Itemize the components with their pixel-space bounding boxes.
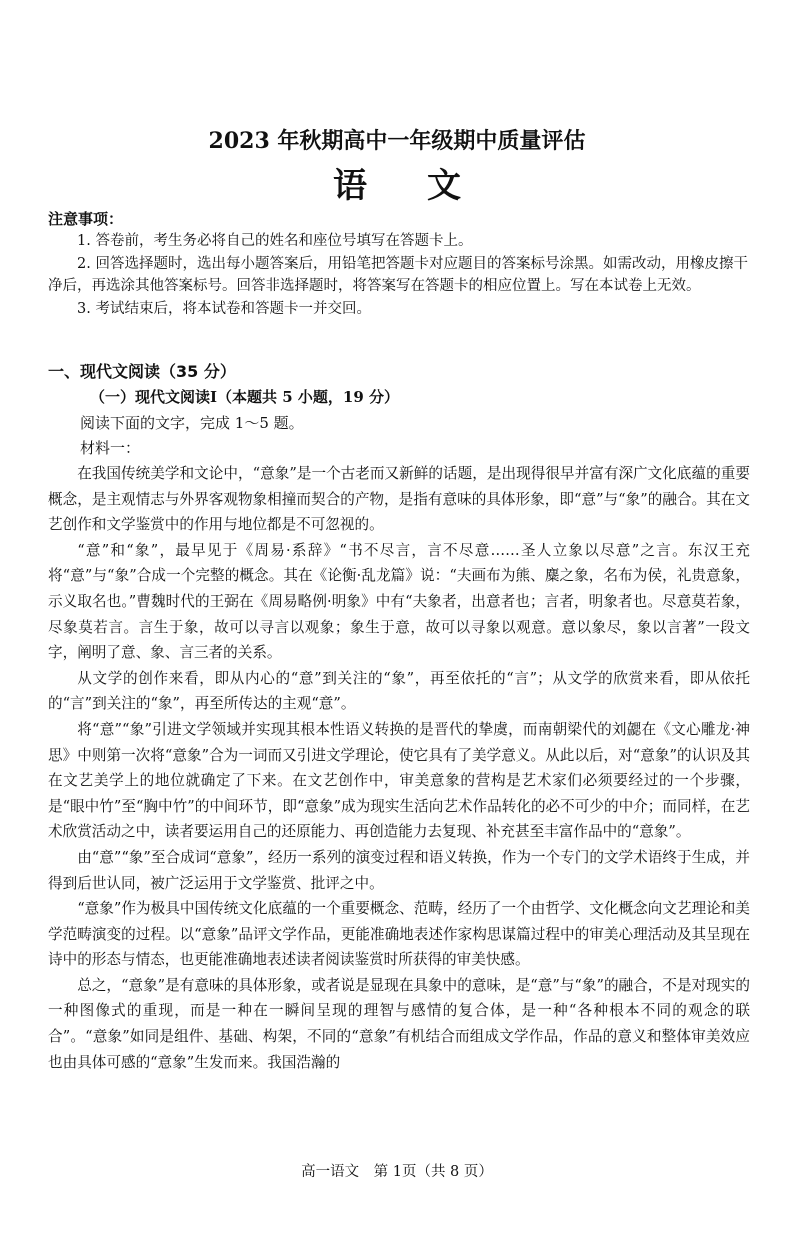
notice-heading: 注意事项：	[48, 210, 124, 228]
subsection-heading: （一）现代文阅读Ⅰ（本题共 5 小题，19 分）	[90, 388, 399, 406]
passage-paragraph: 将“意”“象”引进文学领域并实现其根本性语义转换的是晋代的挚虞，而南朝梁代的刘勰在《文心雕龙·神思》中则第一次将“意象”合为一词而又引进文学理论，使它具有了美学意义。从此以后，对“意象”的认识及其在文艺美学上的地位就确定了下来。在文艺创作中，审美意象的营构是艺术家们必须要经过的一个步骤，是“眼中竹”至“胸中竹”的中间环节，即“意象”成为现实生活向艺术作品转化的必不可少的中介；而同样，在艺术欣赏活动之中，读者要运用自己的还原能力、再创造能力去复现、补充甚至丰富作品中的“意象”。	[48, 720, 750, 841]
notice-list	[48, 230, 748, 320]
notice-item: 3. 考试结束后，将本试卷和答题卡一并交回。	[77, 300, 371, 317]
page-footer: 高一语文 第 1页（共 8 页）	[301, 1164, 493, 1180]
passage-paragraph: 从文学的创作来看，即从内心的“意”到关注的“象”，再至依托的“言”；从文学的欣赏来看，即从依托的“言”到关注的“象”，再至所传达的主观“意”。	[48, 669, 750, 713]
passage-paragraph: 总之，“意象”是有意味的具体形象，或者说是显现在具象中的意味，是“意”与“象”的融合，不是对现实的一种图像式的重现，而是一种在一瞬间呈现的理智与感情的复合体，是一种“各种根本不同的观念的联合”。“意象”如同是组件、基础、构架，不同的“意象”有机结合而组成文学作品，作品的意义和整体审美效应也由具体可感的“意象”生发而来。我国浩瀚的	[48, 976, 750, 1071]
notice-item: 1. 答卷前，考生务必将自己的姓名和座位号填写在答题卡上。	[77, 233, 473, 249]
reading-instruction: 阅读下面的文字，完成 1～5 题。	[80, 414, 304, 432]
material-label: 材料一：	[80, 439, 141, 457]
section-heading: 一、现代文阅读（35 分）	[48, 362, 236, 381]
passage-paragraph: “意”和“象”，最早见于《周易·系辞》“书不尽言，言不尽意……圣人立象以尽意”之言。东汉王充将“意”与“象”合成一个完整的概念。其在《论衡·乱龙篇》说：“夫画布为熊、麋之象，名布为侯，礼贵意象，示义取名也。”曹魏时代的王弼在《周易略例·明象》中有“夫象者，出意者也；言者，明象者也。尽意莫若象，尽象莫若言。言生于象，故可以寻言以观象；象生于意，故可以寻象以观意。意以象尽，象以言著”一段文字，阐明了意、象、言三者的关系。	[48, 541, 750, 662]
passage-paragraph: 由“意”“象”至合成词“意象”，经历一系列的演变过程和语义转换，作为一个专门的文学术语终于生成，并得到后世认同，被广泛运用于文学鉴赏、批评之中。	[48, 848, 750, 892]
notice-item: 2. 回答选择题时，选出每小题答案后，用铅笔把答题卡对应题目的答案标号涂黑。如需改动，用橡皮擦干净后，再选涂其他答案标号。回答非选择题时，将答案写在答题卡的相应位置上。写在本试卷上无效。	[48, 255, 748, 294]
passage-body	[48, 461, 750, 1075]
subject-title: 语文	[333, 166, 521, 206]
passage-paragraph: “意象”作为极具中国传统文化底蕴的一个重要概念、范畴，经历了一个由哲学、文化概念向文艺理论和美学范畴演变的过程。以“意象”品评文学作品，更能准确地表述作家构思谋篇过程中的审美心理活动及其呈现在诗中的形态与情态，也更能准确地表述读者阅读鉴赏时所获得的审美快感。	[48, 900, 750, 969]
passage-paragraph: 在我国传统美学和文论中，“意象”是一个古老而又新鲜的话题，是出现得很早并富有深广文化底蕴的重要概念，是主观情志与外界客观物象相撞而契合的产物，是指有意味的具体形象，即“意”与“象”的融合。其在文艺创作和文学鉴赏中的作用与地位都是不可忽视的。	[48, 465, 750, 534]
exam-title: 2023 年秋期高中一年级期中质量评估	[208, 128, 586, 154]
